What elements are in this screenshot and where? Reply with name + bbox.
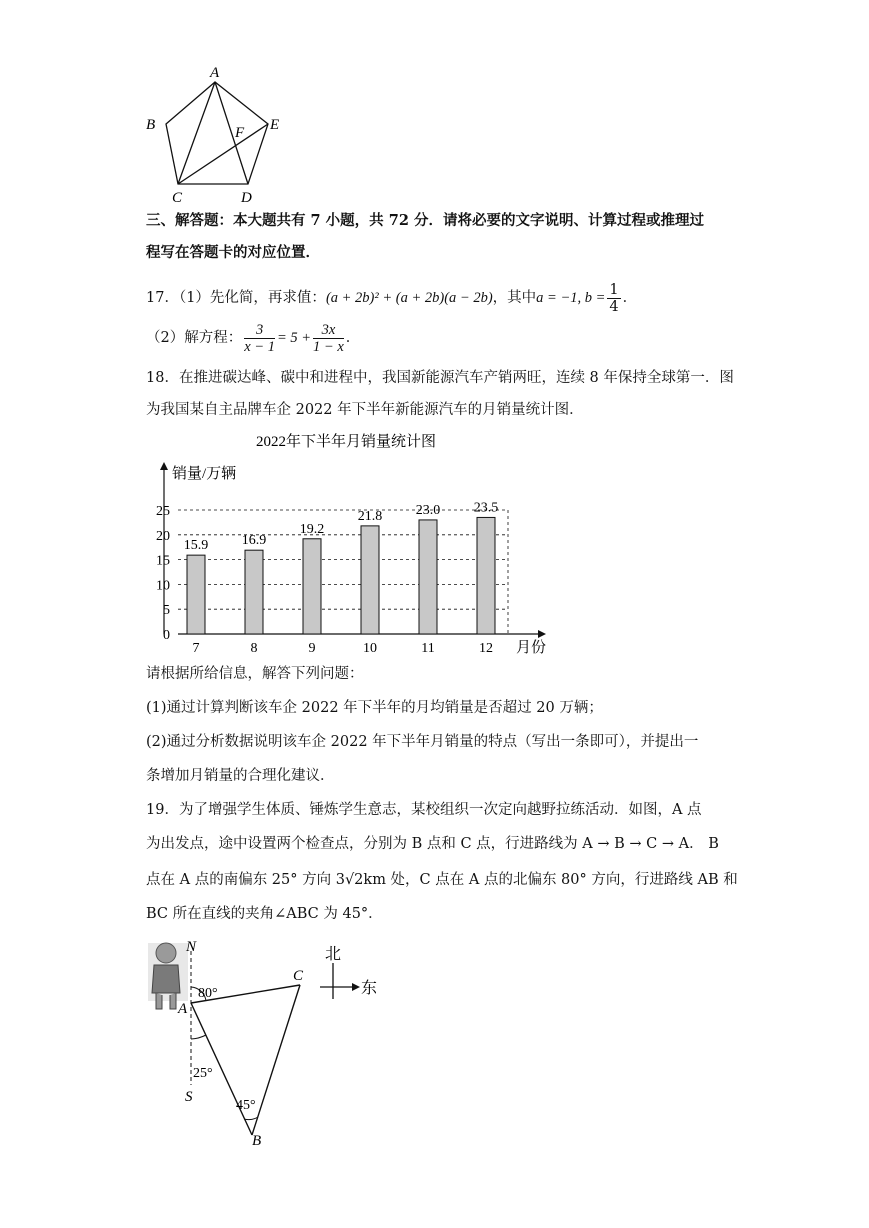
q17-fraction-b [607,282,620,315]
label-f: F [235,125,245,141]
x-tick-label: 7 [192,641,200,656]
angle-25-label: 25° [193,1066,213,1081]
x-tick-label: 12 [479,641,493,656]
q17-part2-end: ． [345,330,361,346]
bar-value-label: 15.9 [183,538,209,554]
label-d: D [241,190,252,206]
y-tick-label: 0 [163,628,170,643]
bar-value-label: 16.9 [241,533,267,549]
bar [303,539,321,634]
y-tick-label: 25 [156,504,170,519]
q17-part1-mid: ，其中 [492,290,537,306]
bar [361,526,379,634]
bar-value-label: 21.8 [357,508,383,524]
q18-line1: 18．在推进碳达峰、碳中和进程中，我国新能源汽车产销两旺，连续 8 年保持全球第一．图 [146,370,734,386]
bar [187,555,205,634]
q17-expression: (a + 2b)² + (a + 2b)(a − 2b) [325,290,493,306]
q17-part1-prefix: 17．（1）先化简，再求值： [146,290,326,306]
chart-title: 2022年下半年月销量统计图 [255,434,437,450]
q18-sub2-line1: (2)通过分析数据说明该车企 2022 年下半年月销量的特点（写出一条即可），并提出一 [146,734,699,750]
angle-25-arc [191,1035,206,1039]
pentagon-outline [166,82,268,184]
route-figure [140,935,390,1150]
q18-line2: 为我国某自主品牌车企 2022 年下半年新能源汽车的月销量统计图． [146,402,584,418]
y-tick-label: 5 [163,603,170,619]
bar-value-label: 23.0 [415,502,441,518]
bar [419,520,437,634]
label-s: S [185,1089,193,1105]
label-c: C [172,190,183,206]
angle-80-label: 80° [198,986,218,1001]
bar-value-label: 23.5 [473,500,499,516]
q17-eq-fraction1 [244,322,275,355]
y-tick-label: 15 [156,553,170,569]
x-tick-label: 8 [250,641,258,656]
q17-part1-end: ． [622,290,638,306]
label-e: E [270,117,280,133]
x-tick-label: 11 [421,641,435,656]
x-tick-label: 9 [308,641,316,656]
segment-bc [252,985,300,1135]
angle-45-arc [244,1117,258,1120]
label-n: N [186,939,197,955]
section-heading-line2: 程写在答题卡的对应位置． [146,244,320,261]
q17-eq-frac2-num: 3x [313,322,344,339]
bar [245,550,263,634]
y-tick-label: 20 [156,528,170,544]
q17-eq-fraction2 [313,322,344,355]
label-a: A [210,65,220,81]
label-a-point: A [178,1001,188,1017]
bar-value-label: 19.2 [299,521,325,537]
segment-ce [178,124,268,184]
q18-sub1: (1)通过计算判断该车企 2022 年下半年的月均销量是否超过 20 万辆； [146,700,603,716]
student-illustration [148,943,188,1009]
q19-line2: 为出发点，途中设置两个检查点，分别为 B 点和 C 点，行进路线为 A → B → C → A． B [146,836,719,852]
q17-condition: a = −1, b = [536,290,606,306]
q19-line3: 点在 A 点的南偏东 25° 方向 3√2km 处，C 点在 A 点的北偏东 80° 方向，行进路线 AB 和 [146,872,738,888]
label-b-point: B [252,1133,262,1149]
compass [320,945,377,999]
q19-line1: 19．为了增强学生体质、锤炼学生意志，某校组织一次定向越野拉练活动．如图，A 点 [146,802,702,818]
label-c-point: C [293,968,304,984]
q18-after-text: 请根据所给信息，解答下列问题： [146,666,364,682]
y-tick-label: 10 [156,578,170,594]
section-heading-line1: 三、解答题：本大题共有 7 小题，共 72 分．请将必要的文字说明、计算过程或推理过 [146,212,704,229]
bar [477,517,495,634]
q17-part2 [146,318,360,358]
x-tick-label: 10 [363,641,377,656]
angle-45-label: 45° [236,1098,256,1113]
y-axis-label: 销量/万辆 [172,466,237,482]
x-axis-label: 月份 [516,640,547,656]
q19-line4: BC 所在直线的夹角∠ABC 为 45°． [146,906,383,922]
label-b: B [146,117,156,133]
compass-north: 北 [325,946,342,963]
q17-eq-frac1-den: x − 1 [244,338,275,355]
q17-part1 [146,280,637,316]
pentagon-figure [140,60,300,210]
q17-frac-num: 1 [609,281,619,298]
q18-sub2-line2: 条增加月销量的合理化建议． [146,768,335,784]
q17-frac-den: 4 [609,298,619,315]
compass-east: 东 [361,980,378,997]
q17-part2-prefix: （2）解方程： [146,330,243,346]
q17-eq-mid: = 5 + [276,330,312,346]
q17-eq-frac1-num: 3 [244,322,275,339]
q17-eq-frac2-den: 1 − x [313,338,344,355]
bar-chart [146,430,556,658]
